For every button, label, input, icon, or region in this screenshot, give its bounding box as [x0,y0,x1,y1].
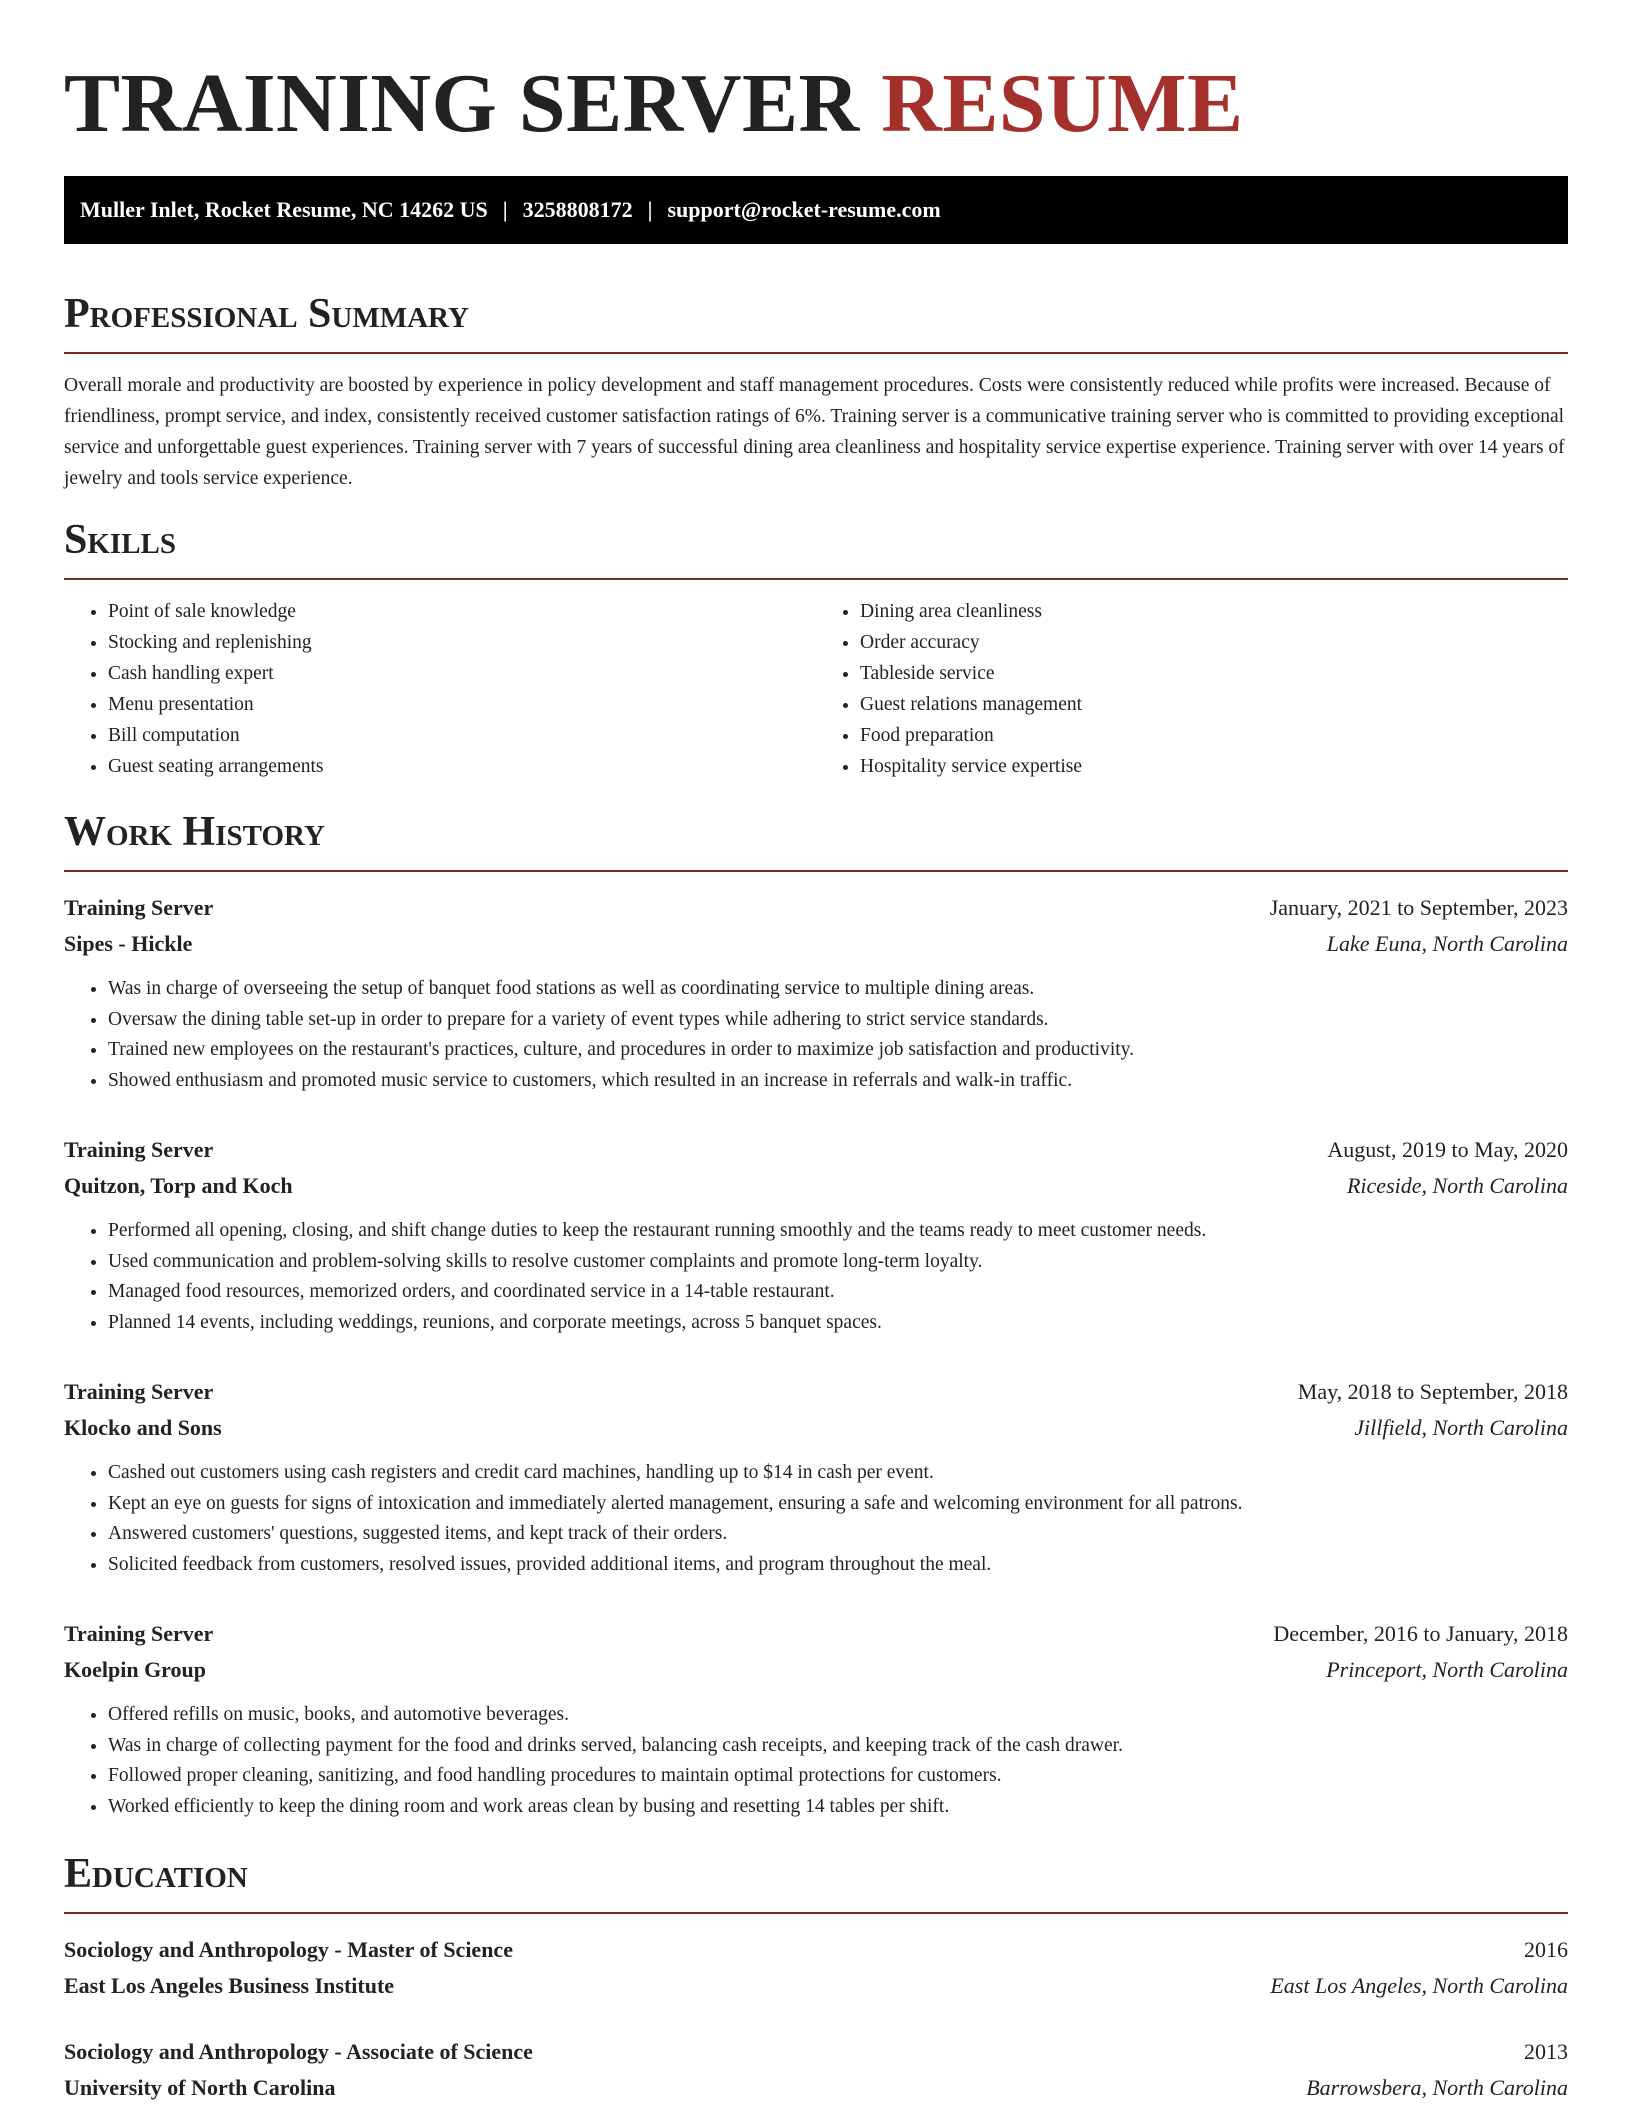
section-divider [64,1912,1568,1914]
skills-list-left [64,596,816,782]
skills-heading: Skills [64,517,177,563]
contact-address: Muller Inlet, Rocket Resume, NC 14262 US [80,197,488,222]
job-company: Quitzon, Torp and Koch [64,1173,293,1198]
job-bullet: • Oversaw the dining table set-up in order to prepare for a variety of event types while adhering to strict service standards. [108,1005,1568,1036]
job-dates: December, 2016 to January, 2018 [1273,1621,1568,1646]
job-company: Sipes - Hickle [64,931,193,956]
job-entry [64,890,1568,1096]
education-degree: Sociology and Anthropology - Associate of Science [64,2039,533,2064]
job-entry [64,1132,1568,1338]
job-location: Riceside, North Carolina [1346,1173,1568,1198]
education-year: 2016 [1524,1937,1568,1962]
summary-heading: Professional Summary [64,291,469,337]
education-school: East Los Angeles Business Institute [64,1973,395,1998]
contact-separator: | [647,197,653,222]
contact-separator: | [502,197,508,222]
skills-list-right [816,596,1568,782]
work-heading: Work History [64,809,325,855]
skill-item: • Stocking and replenishing [108,627,816,658]
job-bullets [64,974,1568,1096]
job-location: Lake Euna, North Carolina [1326,931,1568,956]
job-header-row [64,1132,1568,1168]
skill-item: • Point of sale knowledge [108,596,816,627]
title-main: TRAINING SERVER [64,57,860,150]
skill-item: • Bill computation [108,720,816,751]
job-company: Koelpin Group [64,1657,207,1682]
skill-item: • Tableside service [860,658,1568,689]
job-entry [64,1616,1568,1822]
job-bullet: • Solicited feedback from customers, resolved issues, provided additional items, and program throughout the meal. [108,1550,1568,1581]
skill-item: • Guest seating arrangements [108,751,816,782]
job-header-row [64,1616,1568,1652]
job-location: Princeport, North Carolina [1326,1657,1568,1682]
job-bullet: • Trained new employees on the restaurant's practices, culture, and procedures in order to maximize job satisfaction and productivity. [108,1035,1568,1066]
job-title: Training Server [64,895,214,920]
education-year: 2013 [1524,2039,1568,2064]
contact-phone: 3258808172 [522,197,633,222]
job-bullet: • Answered customers' questions, suggested items, and kept track of their orders. [108,1519,1568,1550]
education-location: East Los Angeles, North Carolina [1270,1973,1568,1998]
section-divider [64,870,1568,872]
job-company-row [64,1410,1568,1446]
job-bullets [64,1216,1568,1338]
job-bullet: • Showed enthusiasm and promoted music service to customers, which resulted in an increase in referrals and walk-in traffic. [108,1066,1568,1097]
education-degree-row [64,2034,1568,2070]
job-bullet: • Followed proper cleaning, sanitizing, and food handling procedures to maintain optimal protections for customers. [108,1761,1568,1792]
skill-item: • Dining area cleanliness [860,596,1568,627]
job-header-row [64,1374,1568,1410]
job-title: Training Server [64,1621,214,1646]
job-header-row [64,890,1568,926]
education-school-row [64,1968,1568,2004]
education-degree-row [64,1932,1568,1968]
section-divider [64,578,1568,580]
job-location: Jillfield, North Carolina [1354,1415,1568,1440]
job-bullet: • Was in charge of collecting payment for the food and drinks served, balancing cash receipts, and keeping track of the cash drawer. [108,1731,1568,1762]
skill-item: • Order accuracy [860,627,1568,658]
education-location: Barrowsbera, North Carolina [1306,2075,1568,2100]
skill-item: • Hospitality service expertise [860,751,1568,782]
job-bullet: • Offered refills on music, books, and automotive beverages. [108,1700,1568,1731]
education-entry [64,1932,1568,2004]
education-heading: Education [64,1851,248,1897]
job-bullet: • Planned 14 events, including weddings, reunions, and corporate meetings, across 5 banquet spaces. [108,1308,1568,1339]
job-dates: August, 2019 to May, 2020 [1327,1137,1568,1162]
contact-email: support@rocket-resume.com [667,197,941,222]
job-dates: May, 2018 to September, 2018 [1297,1379,1568,1404]
job-bullet: • Managed food resources, memorized orders, and coordinated service in a 14-table restaurant. [108,1277,1568,1308]
job-bullet: • Cashed out customers using cash registers and credit card machines, handling up to $14 in cash per event. [108,1458,1568,1489]
job-bullet: • Used communication and problem-solving skills to resolve customer complaints and promote long-term loyalty. [108,1247,1568,1278]
job-company-row [64,926,1568,962]
job-bullets [64,1700,1568,1822]
job-dates: January, 2021 to September, 2023 [1269,895,1568,920]
job-title: Training Server [64,1379,214,1404]
title-accent: RESUME [881,57,1244,150]
section-divider [64,352,1568,354]
job-bullets [64,1458,1568,1580]
job-title: Training Server [64,1137,214,1162]
skill-item: • Menu presentation [108,689,816,720]
skill-item: • Food preparation [860,720,1568,751]
education-degree: Sociology and Anthropology - Master of Science [64,1937,513,1962]
contact-bar [64,176,1568,244]
education-entry [64,2034,1568,2106]
job-company-row [64,1168,1568,1204]
resume-title [64,56,1568,152]
skills-columns [64,596,1568,782]
skill-item: • Cash handling expert [108,658,816,689]
job-bullet: • Kept an eye on guests for signs of intoxication and immediately alerted management, ensuring a safe and welcoming environment for all patrons. [108,1489,1568,1520]
job-entry [64,1374,1568,1580]
job-bullet: • Worked efficiently to keep the dining room and work areas clean by busing and resetting 14 tables per shift. [108,1792,1568,1823]
job-bullet: • Was in charge of overseeing the setup of banquet food stations as well as coordinating service to multiple dining areas. [108,974,1568,1005]
education-school-row [64,2070,1568,2106]
job-bullet: • Performed all opening, closing, and shift change duties to keep the restaurant running smoothly and the teams ready to meet customer needs. [108,1216,1568,1247]
job-company: Klocko and Sons [64,1415,222,1440]
summary-text: Overall morale and productivity are boosted by experience in policy development and staff management procedures. Costs were consistently reduced while profits were increased. Because of friendliness, prompt service, and index, consistently received customer satisfaction ratings of 6%. Training server is a communicative training server who is committed to providing exceptional service and unforgettable guest experiences. Training server with 7 years of successful dining area cleanliness and hospitality service expertise experience. Training server with over 14 years of jewelry and tools service experience. [64,375,1565,489]
skill-item: • Guest relations management [860,689,1568,720]
job-company-row [64,1652,1568,1688]
education-school: University of North Carolina [64,2075,336,2100]
